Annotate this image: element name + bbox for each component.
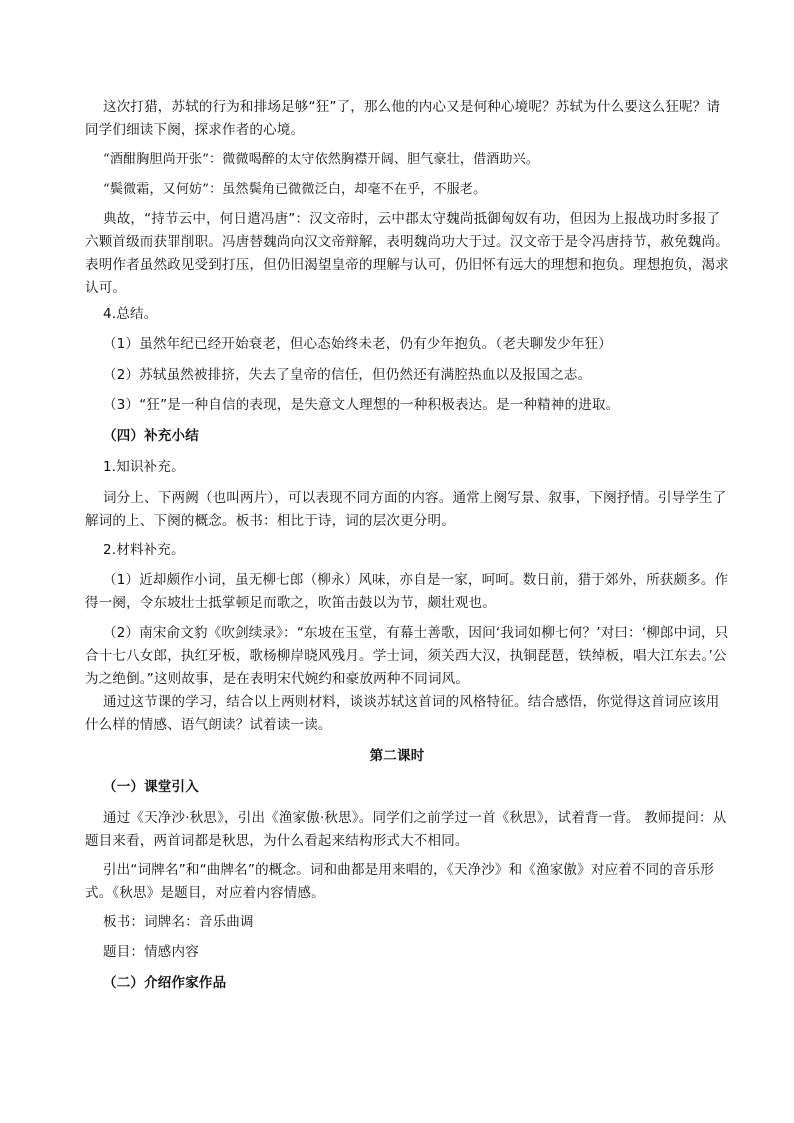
paragraph-quote-2: “鬓微霜，又何妨”：虽然鬓角已微微泛白，却毫不在乎，不服老。 bbox=[103, 182, 487, 197]
paragraph-material-heading: 2.材料补充。 bbox=[103, 542, 185, 558]
paragraph-knowledge-heading: 1.知识补充。 bbox=[103, 459, 185, 475]
paragraph-intro: 这次打猎，苏轼的行为和排场足够“狂”了，那么他的内心又是何种心境呢？苏轼为什么要这么狂呢？请同学们细读下阕，探求作者的心境。 bbox=[85, 99, 721, 138]
paragraph-reflection: 通过这节课的学习，结合以上两则材料，谈谈苏轼这首词的风格特征。结合感悟，你觉得这首词应该用什么样的情感、语气朗读？试着读一读。 bbox=[85, 694, 720, 733]
section-heading-intro: （一）课堂引入 bbox=[103, 779, 199, 795]
paragraph-summary-3: （3）“狂”是一种自信的表现，是失意文人理想的一种积极表达。是一种精神的进取。 bbox=[103, 397, 620, 413]
paragraph-board-1: 板书：词牌名：音乐曲调 bbox=[103, 914, 254, 930]
paragraph-allusion: 典故，“持节云中，何日遣冯唐”：汉文帝时，云中郡太守魏尚抵御匈奴有功，但因为上报战功时多报了六颗首级而获罪削职。冯唐替魏尚向汉文帝辩解，表明魏尚功大于过。汉文帝于是令冯唐持节，赦免魏尚。表明作者虽然政见受到打压，但仍旧渴望皇帝的理解与认可，仍旧怀有远大的理想和抱负。理想抱负，渴求认可。 bbox=[85, 211, 729, 296]
paragraph-quote-1: “酒酣胸胆尚开张”：微微喝醉的太守依然胸襟开阔、胆气豪壮，借酒助兴。 bbox=[103, 152, 540, 167]
section-heading-supplement: （四）补充小结 bbox=[103, 428, 199, 444]
paragraph-summary-2: （2）苏轼虽然被排挤，失去了皇帝的信任，但仍然还有满腔热血以及报国之志。 bbox=[103, 367, 592, 383]
paragraph-cipai: 引出“词牌名”和“曲牌名”的概念。词和曲都是用来唱的，《天净沙》和《渔家傲》对应着不同的音乐形式。《秋思》是题目，对应着内容情感。 bbox=[85, 862, 715, 901]
paragraph-summary-heading: 4.总结。 bbox=[103, 306, 158, 322]
paragraph-summary-1: （1）虽然年纪已经开始衰老，但心态始终未老，仍有少年抱负。（老夫聊发少年狂） bbox=[103, 336, 612, 352]
paragraph-knowledge: 词分上、下两阙（也叫两片），可以表现不同方面的内容。通常上阕写景、叙事，下阕抒情。引导学生了解词的上、下阕的概念。板书：相比于诗，词的层次更分明。 bbox=[85, 490, 727, 529]
paragraph-intro-lesson: 通过《天净沙·秋思》，引出《渔家傲·秋思》。同学们之前学过一首《秋思》，试着背一背。 教师提问：从题目来看，两首词都是秋思，为什么看起来结构形式大不相同。 bbox=[85, 810, 727, 849]
lesson-title: 第二课时 bbox=[369, 748, 425, 764]
paragraph-material-1: （1）近却颇作小词，虽无柳七郎（柳永）风味，亦自是一家，呵呵。数日前，猎于郊外，所获颇多。作得一阕，令东坡壮士抵掌顿足而歌之，吹笛击鼓以为节，颇壮观也。 bbox=[85, 572, 729, 611]
paragraph-board-2: 题目：情感内容 bbox=[103, 944, 199, 960]
section-heading-author: （二）介绍作家作品 bbox=[103, 975, 227, 991]
paragraph-material-2: （2）南宋俞文豹《吹剑续录》：“东坡在玉堂，有幕士善歌，因问‘我词如柳七何？’对曰：‘柳郎中词，只合十七八女郎，执红牙板，歌杨柳岸晓风残月。学士词，须关西大汉，执铜琵琶，铁绰板，唱大江东去。’公为之绝倒。”这则故事，是在表明宋代婉约和豪放两种不同词风。 bbox=[85, 625, 729, 687]
